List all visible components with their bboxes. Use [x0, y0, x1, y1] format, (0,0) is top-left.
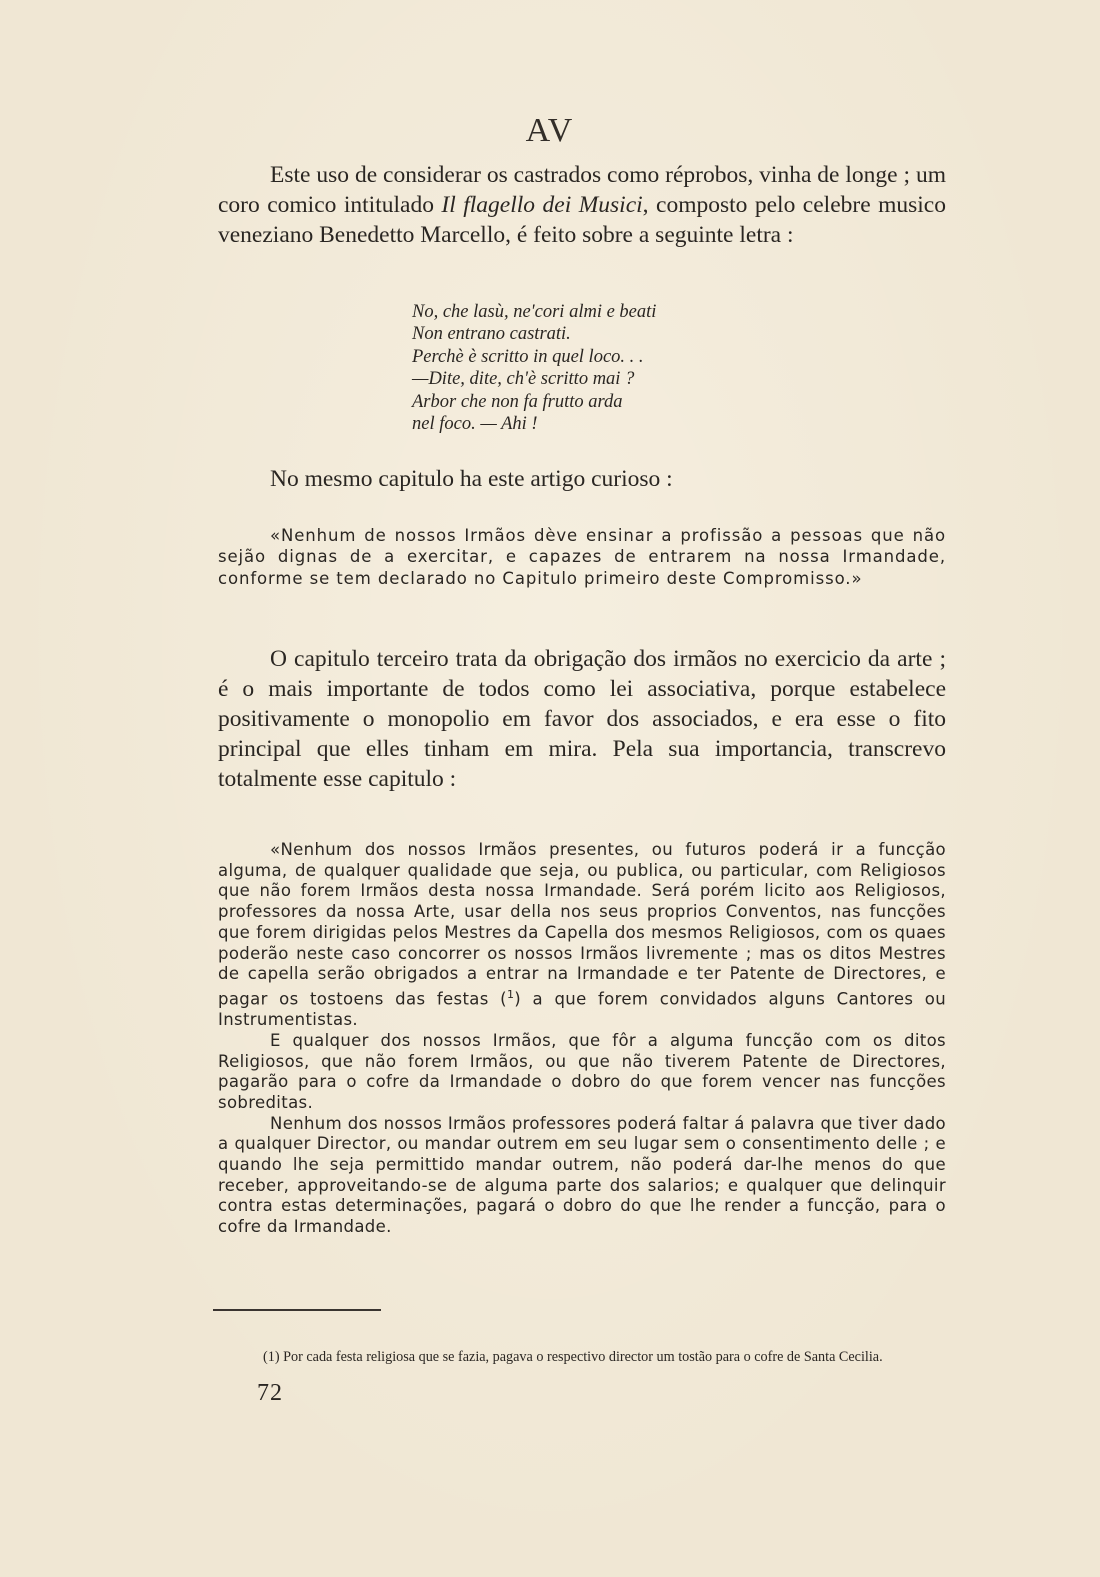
quote-paragraph: E qualquer dos nossos Irmãos, que fôr a alguma funcção com os ditos Religiosos, que não forem Irmãos, ou que não tiverem Patente de Directores, pagarão para o cofre da Irmandade o dobro do que forem vencer nas funcções sobreditas. — [218, 1030, 946, 1112]
quote-chapter-three — [218, 840, 946, 1238]
intro-text-a: Este uso de considerar os castrados como réprobos, vinha de longe ; um coro comico intitulado — [218, 162, 946, 218]
poem — [412, 301, 656, 435]
footnote — [213, 1349, 948, 1366]
footnote-marker: 1 — [506, 987, 515, 1001]
paragraph-intro — [218, 160, 946, 250]
poem-line: No, che lasù, ne'cori almi e beati — [412, 302, 657, 322]
poem-line: Non entrano castrati. — [412, 324, 571, 345]
work-title: Il flagello dei Musici — [441, 192, 643, 218]
paragraph-chapter-note — [218, 464, 946, 494]
footnote-text: (1) Por cada festa religiosa que se fazia, pagava o respectivo director um tostão para o cofre de Santa Cecilia. — [263, 1349, 883, 1365]
quote-article-text: «Nenhum de nossos Irmãos dève ensinar a profissão a pessoas que não sejão dignas de a exercitar, e capazes de entrarem na nossa Irmandade, conforme se tem declarado no Capitulo primeiro deste Compromisso.» — [218, 526, 946, 588]
poem-line: —Dite, dite, ch'è scritto mai ? — [412, 369, 635, 390]
intro-text-b: , composto pelo celebre musico veneziano Benedetto Marcello, é feito sobre a seguinte letra : — [218, 192, 946, 248]
quote-p1-a: «Nenhum dos nossos Irmãos presentes, ou futuros poderá ir a funcção alguma, de qualquer qualidade que seja, ou publica, ou particular, com Religiosos que não forem Irmãos desta nossa Irmandade. Será porém licito aos Religiosos, professores da nossa Arte, usar della nos seus proprios Conventos, nas funcções que forem dirigidas pelos Mestres da Capella dos mesmos Religiosos, com os quaes poderão neste caso concorrer os nossos Irmãos livremente ; mas os ditos Mestres de capella serão obrigados a entrar na Irmandade e ter Patente de Directores, e pagar os tostoens das festas ( — [218, 840, 946, 1009]
paragraph-chapter-note-text: No mesmo capitulo ha este artigo curioso : — [270, 466, 673, 492]
quote-p1-b: ) a que forem convidados alguns Cantores ou Instrumentistas. — [218, 989, 946, 1030]
paragraph-chapter-three — [218, 644, 946, 794]
quote-paragraph: Nenhum dos nossos Irmãos professores poderá faltar á palavra que tiver dado a qualquer Director, ou mandar outrem em seu lugar sem o consentimento delle ; e quando lhe seja permittido mandar outrem, não poderá dar-lhe menos do que receber, approveitando-se de alguma parte dos salarios; e qualquer que delinquir contra estas determinações, pagará o dobro do que lhe render a funcção, para o cofre da Irmandade. — [218, 1113, 946, 1237]
quote-paragraph — [218, 840, 946, 1031]
poem-line: nel foco. — Ahi ! — [412, 414, 538, 435]
page-number: 72 — [257, 1380, 283, 1406]
paragraph-chapter-three-text: O capitulo terceiro trata da obrigação dos irmãos no exercicio da arte ; é o mais importante de todos como lei associativa, porque estabelece positivamente o monopolio em favor dos associados, e era esse o fito principal que elles tinham em mira. Pela sua importancia, transcrevo totalmente esse capitulo : — [218, 646, 946, 792]
quote-article — [218, 525, 946, 589]
running-head: AV — [525, 112, 575, 149]
poem-line: Perchè è scritto in quel loco. . . — [412, 346, 644, 367]
poem-line: Arbor che non fa frutto arda — [412, 391, 623, 412]
paragraph-intro-text — [218, 160, 946, 250]
footnote-divider — [213, 1309, 381, 1311]
